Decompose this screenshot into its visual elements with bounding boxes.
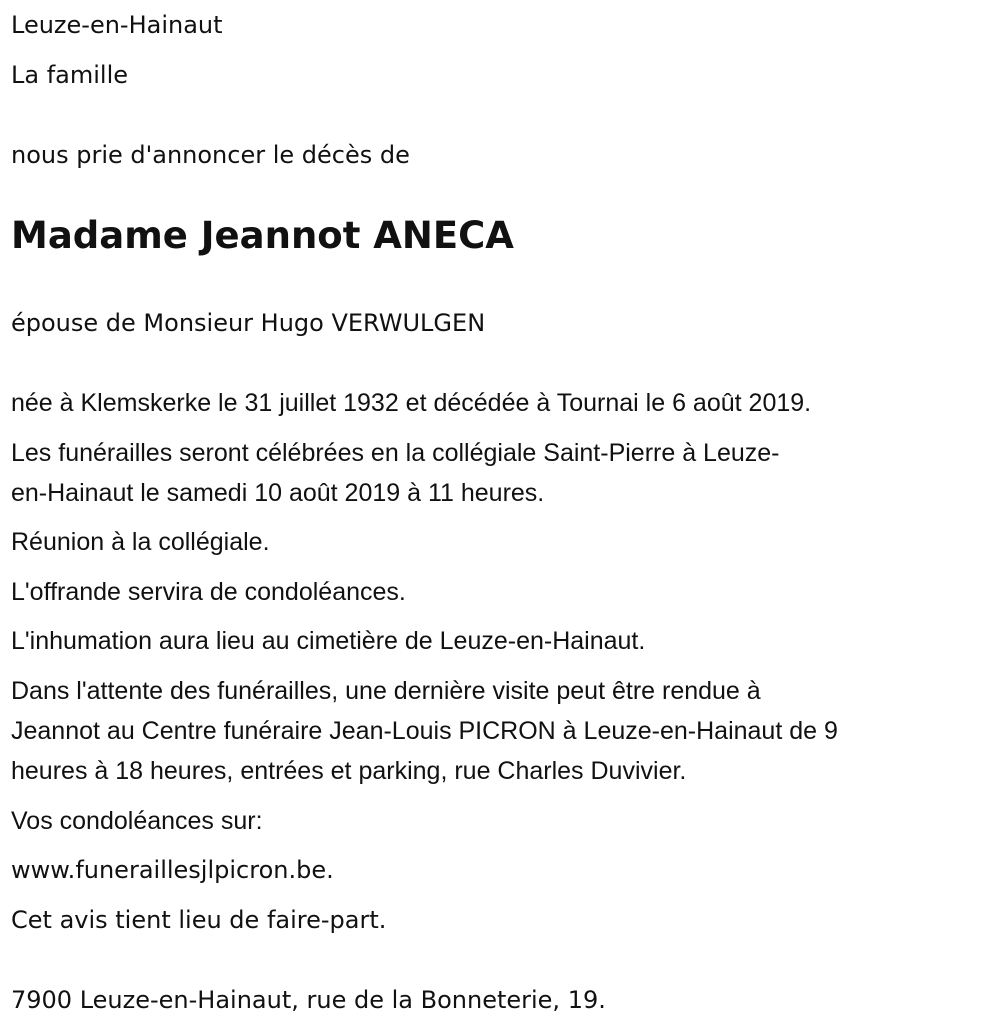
visit-line-2: Jeannot au Centre funéraire Jean-Louis PICRON à Leuze-en-Hainaut de 9 — [11, 717, 838, 745]
funeral-line-1: Les funérailles seront célébrées en la collégiale Saint-Pierre à Leuze- — [11, 439, 780, 467]
deceased-name: Madame Jeannot ANECA — [11, 214, 514, 257]
condolences-url: www.funeraillesjlpicron.be. — [11, 856, 334, 884]
condolences-label: Vos condoléances sur: — [11, 807, 263, 835]
birth-death-line: née à Klemskerke le 31 juillet 1932 et décédée à Tournai le 6 août 2019. — [11, 389, 812, 417]
family-line: La famille — [11, 61, 129, 89]
visit-line-1: Dans l'attente des funérailles, une dernière visite peut être rendue à — [11, 677, 761, 705]
intro-line: nous prie d'annoncer le décès de — [11, 141, 410, 169]
announcement-note: Cet avis tient lieu de faire-part. — [11, 906, 387, 934]
address-line: 7900 Leuze-en-Hainaut, rue de la Bonneterie, 19. — [11, 986, 606, 1014]
spouse-line: épouse de Monsieur Hugo VERWULGEN — [11, 309, 486, 337]
meeting-line: Réunion à la collégiale. — [11, 528, 270, 556]
city-heading: Leuze-en-Hainaut — [11, 11, 223, 39]
visit-line-3: heures à 18 heures, entrées et parking, rue Charles Duvivier. — [11, 757, 687, 785]
burial-line: L'inhumation aura lieu au cimetière de Leuze-en-Hainaut. — [11, 627, 646, 655]
offering-line: L'offrande servira de condoléances. — [11, 578, 406, 606]
funeral-line-2: en-Hainaut le samedi 10 août 2019 à 11 heures. — [11, 479, 545, 507]
